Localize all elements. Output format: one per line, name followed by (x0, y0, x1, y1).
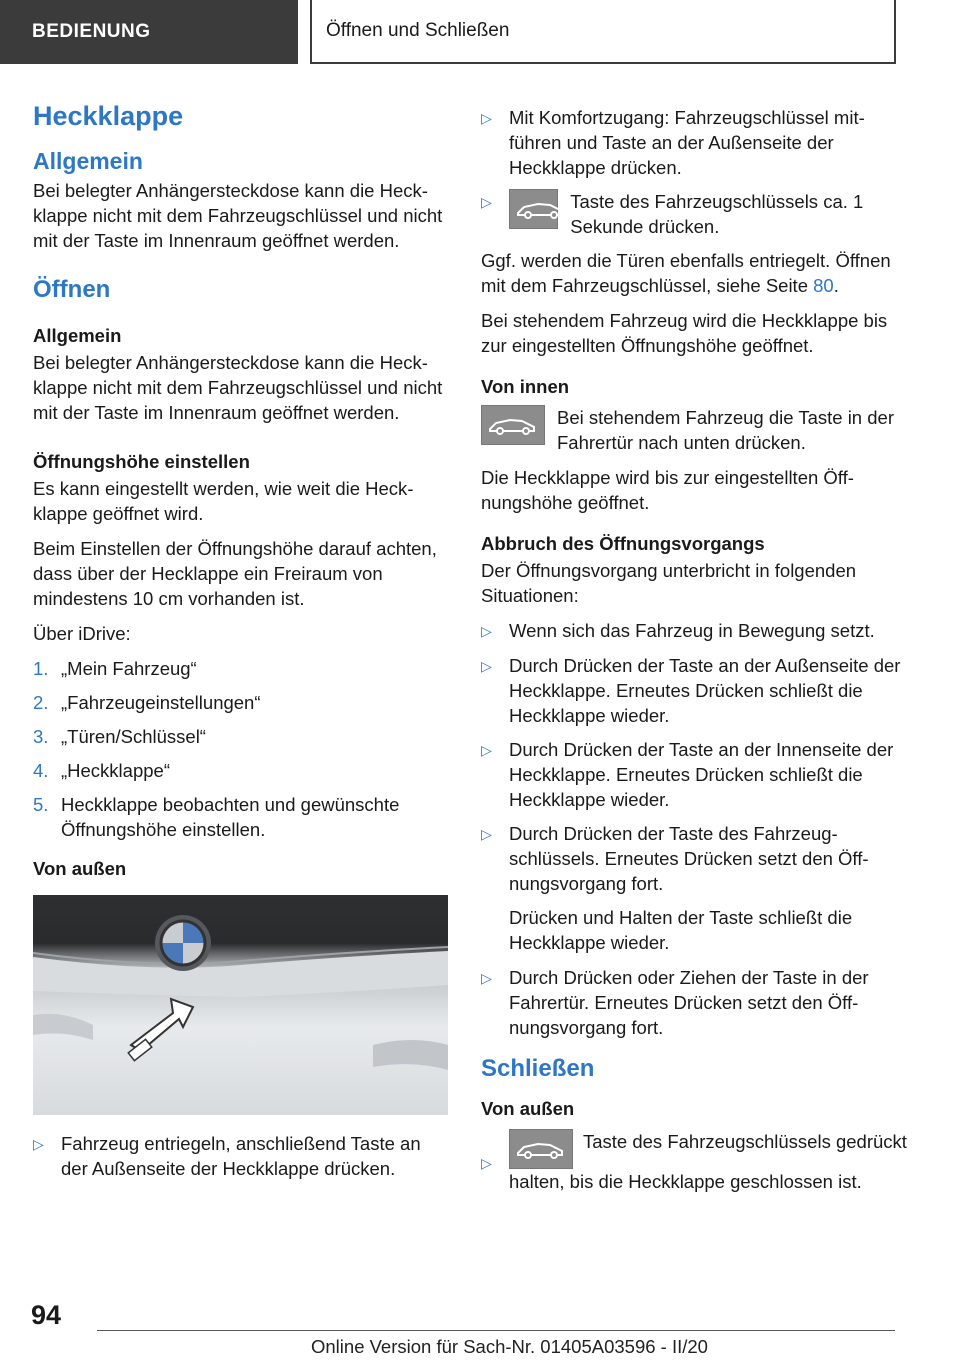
list-item (481, 618, 911, 644)
bullet-triangle-icon: ▷ (481, 1155, 492, 1171)
doors-text: Ggf. werden die Türen ebenfalls entriegelt. Öffnen mit dem Fahrzeugschlüssel, siehe Seite 80. (481, 250, 891, 296)
bullet-text (509, 1129, 911, 1194)
tailgate-key-icon (509, 189, 558, 229)
height-heading: Öffnungshöhe einstellen (33, 451, 250, 472)
abort-text: Der Öffnungsvorgang unterbricht in folgenden Situationen: (481, 560, 857, 606)
bullet-text: Durch Drücken der Taste an der Außenseite der Heckklappe. Erneutes Drücken schließt die Heckklappe wieder. (509, 655, 901, 726)
standing-text: Bei stehendem Fahrzeug wird die Heckklappe bis zur eingestellten Öffnungshöhe geöffnet. (481, 310, 888, 356)
list-item (33, 690, 448, 715)
right-column (481, 105, 911, 1203)
open-subheading: Allgemein (33, 325, 122, 346)
height-text-1: Es kann eingestellt werden, wie weit die Heckklappe geöffnet wird. (33, 478, 414, 524)
general-text: Bei belegter Anhängersteckdose kann die Heckklappe nicht mit dem Fahrzeugschlüssel und nicht mit der Taste im Innenraum geöffnet werden. (33, 180, 443, 251)
step-text: „Türen/Schlüssel“ (61, 726, 206, 747)
bullet-triangle-icon: ▷ (481, 194, 492, 210)
key-text: Taste des Fahrzeugschlüssels ca. 1 Sekunde drücken. (570, 191, 864, 237)
bullet-text: Durch Drücken oder Ziehen der Taste in der Fahrertür. Erneutes Drücken setzt den Öffnungsvorgang fort. (509, 967, 869, 1038)
bullet-text: Mit Komfortzugang: Fahrzeugschlüssel mitführen und Taste an der Außenseite der Heckklappe drücken. (509, 107, 865, 178)
tailgate-illustration (33, 895, 448, 1115)
inside-heading: Von innen (481, 376, 570, 397)
open-text: Bei belegter Anhängersteckdose kann die Heckklappe nicht mit dem Fahrzeugschlüssel und nicht mit der Taste im Innenraum geöffnet werden. (33, 352, 443, 423)
tailgate-button-icon (481, 405, 545, 445)
list-item (33, 724, 448, 749)
list-item (481, 1129, 911, 1194)
list-item (33, 758, 448, 783)
footer-divider (97, 1330, 895, 1331)
bullet-triangle-icon: ▷ (481, 742, 492, 758)
bullet-triangle-icon: ▷ (481, 623, 492, 639)
step-text: Heckklappe beobachten und gewünschte Öffnungshöhe einstellen. (61, 794, 400, 840)
step-number: 1. (33, 658, 49, 679)
bullet-triangle-icon: ▷ (481, 658, 492, 674)
bullet-text: Durch Drücken der Taste an der Innenseite der Heckklappe. Erneutes Drücken schließt die Heckklappe wieder. (509, 739, 894, 810)
step-number: 5. (33, 794, 49, 815)
bullet-text (509, 189, 911, 239)
height-text-2: Beim Einstellen der Öffnungshöhe darauf achten, dass über der Hecklappe ein Freiraum von mindestens 10 cm vorhanden ist. (33, 538, 437, 609)
page-link[interactable]: 80 (813, 275, 834, 296)
idrive-label: Über iDrive: (33, 623, 131, 644)
list-item (481, 105, 911, 180)
bullet-triangle-icon: ▷ (481, 970, 492, 986)
list-item (481, 965, 911, 1040)
step-text: „Mein Fahrzeug“ (61, 658, 197, 679)
open-heading: Öffnen (33, 276, 111, 303)
close-text: Taste des Fahrzeugschlüssels gedrückt halten, bis die Heckklappe geschlossen ist. (509, 1131, 907, 1192)
footer-text: Online Version für Sach-Nr. 01405A03596 - II/20 (311, 1336, 708, 1357)
bullet-text: Wenn sich das Fahrzeug in Bewegung setzt. (509, 620, 875, 641)
step-text: „Fahrzeugeinstellungen“ (61, 692, 261, 713)
bullet-triangle-icon: ▷ (481, 826, 492, 842)
inside-result: Die Heckklappe wird bis zur eingestellten Öffnungshöhe geöffnet. (481, 467, 854, 513)
tailgate-photo (33, 895, 448, 1115)
abort-hold-text: Drücken und Halten der Taste schließt die Heckklappe wieder. (509, 907, 853, 953)
list-item (33, 792, 448, 842)
section-tab: BEDIENUNG (0, 0, 298, 64)
bullet-triangle-icon: ▷ (481, 110, 492, 126)
step-number: 3. (33, 726, 49, 747)
page-number: 94 (31, 1300, 62, 1330)
list-item (481, 821, 911, 896)
chapter-tab: Öffnen und Schließen (310, 0, 896, 64)
close-heading: Schließen (481, 1055, 595, 1082)
list-item (33, 1131, 448, 1181)
tailgate-key-icon (509, 1129, 573, 1169)
step-number: 2. (33, 692, 49, 713)
abort-heading: Abbruch des Öffnungsvorgangs (481, 533, 765, 554)
left-column (33, 100, 448, 1190)
inside-text: Bei stehendem Fahrzeug die Taste in der Fahrertür nach unten drücken. (557, 407, 894, 453)
step-text: „Heckklappe“ (61, 760, 170, 781)
step-number: 4. (33, 760, 49, 781)
general-heading: Allgemein (33, 148, 143, 174)
outside-heading: Von außen (33, 858, 127, 879)
close-subheading: Von außen (481, 1098, 575, 1119)
bullet-text: Fahrzeug entriegeln, anschließend Taste an der Außenseite der Heckklappe drücken. (61, 1133, 421, 1179)
inside-row (481, 405, 911, 455)
page-title: Heckklappe (33, 101, 184, 131)
idrive-steps (33, 656, 448, 842)
list-item (481, 189, 911, 239)
bullet-text: Durch Drücken der Taste des Fahrzeugschlüssels. Erneutes Drücken setzt den Öffnungsvorgang fort. (509, 823, 869, 894)
list-item (481, 737, 911, 812)
list-item (481, 653, 911, 728)
list-item (33, 656, 448, 681)
bullet-triangle-icon: ▷ (33, 1136, 44, 1152)
